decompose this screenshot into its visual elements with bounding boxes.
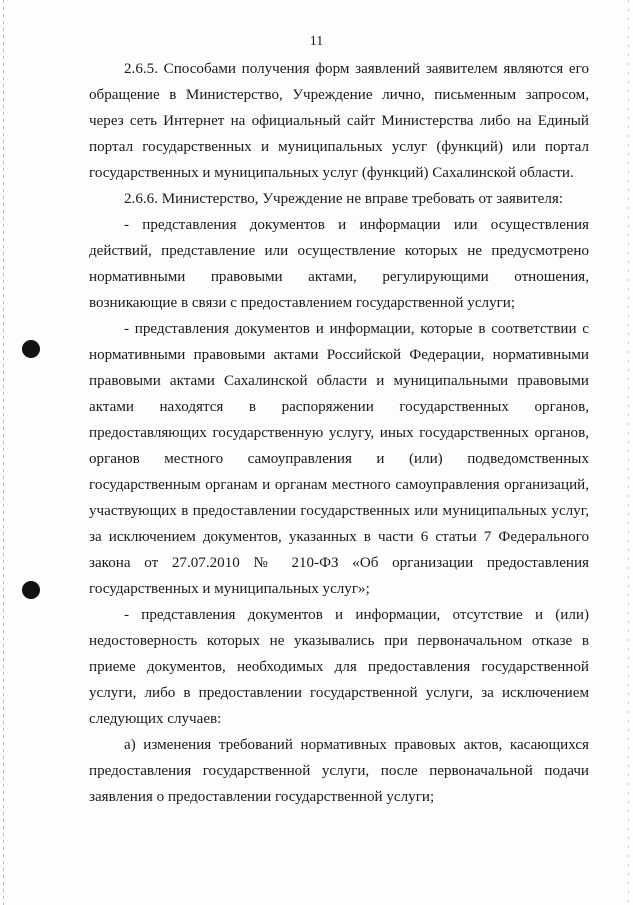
page-number: 11 bbox=[309, 34, 324, 49]
list-item-actions: - представления документов и информации или осуществления действий, представление или осуществление которых не предусмотрено нормативными правовыми актами, регулирующими отношения, возникающие в связи с предоставлением государственной услуги; bbox=[89, 217, 589, 311]
sub-item-a: а) изменения требований нормативных правовых актов, касающихся предоставления государственной услуги, после первоначальной подачи заявления о предоставлении государственной услуги; bbox=[89, 737, 589, 805]
scan-edge-right bbox=[628, 0, 629, 905]
document-body bbox=[89, 56, 589, 810]
punch-hole-icon bbox=[22, 581, 40, 599]
paragraph-2-6-6: 2.6.6. Министерство, Учреждение не вправе требовать от заявителя: bbox=[124, 191, 564, 207]
punch-hole-icon bbox=[22, 340, 40, 358]
scan-edge-left bbox=[3, 0, 4, 905]
list-item-documents-in-possession: - представления документов и информации, которые в соответствии с нормативными правовыми актами Российской Федерации, нормативными правовыми актами Сахалинской области и муниципальными правовыми актами находятся в распоряжении государственных органов, предоставляющих государственную услугу, иных государственных органов, органов местного самоуправления и (или) подведомственных государственным органам и органам местного самоуправления организаций, участвующих в предоставлении государственных или муниципальных услуг, за исключением документов, указанных в части 6 статьи 7 Федерального закона от 27.07.2010 № 210-ФЗ «Об организации предоставления государственных и муниципальных услуг»; bbox=[89, 321, 589, 597]
paragraph-2-6-5: 2.6.5. Способами получения форм заявлений заявителем являются его обращение в Министерство, Учреждение лично, письменным запросом, через сеть Интернет на официальный сайт Министерства либо на Единый портал государственных и муниципальных услуг (функций) или портал государственных и муниципальных услуг (функций) Сахалинской области. bbox=[89, 61, 589, 181]
list-item-unreported-documents: - представления документов и информации, отсутствие и (или) недостоверность которых не указывались при первоначальном отказе в приеме документов, необходимых для предоставления государственной услуги, либо в предоставлении государственной услуги, за исключением следующих случаев: bbox=[89, 607, 589, 727]
